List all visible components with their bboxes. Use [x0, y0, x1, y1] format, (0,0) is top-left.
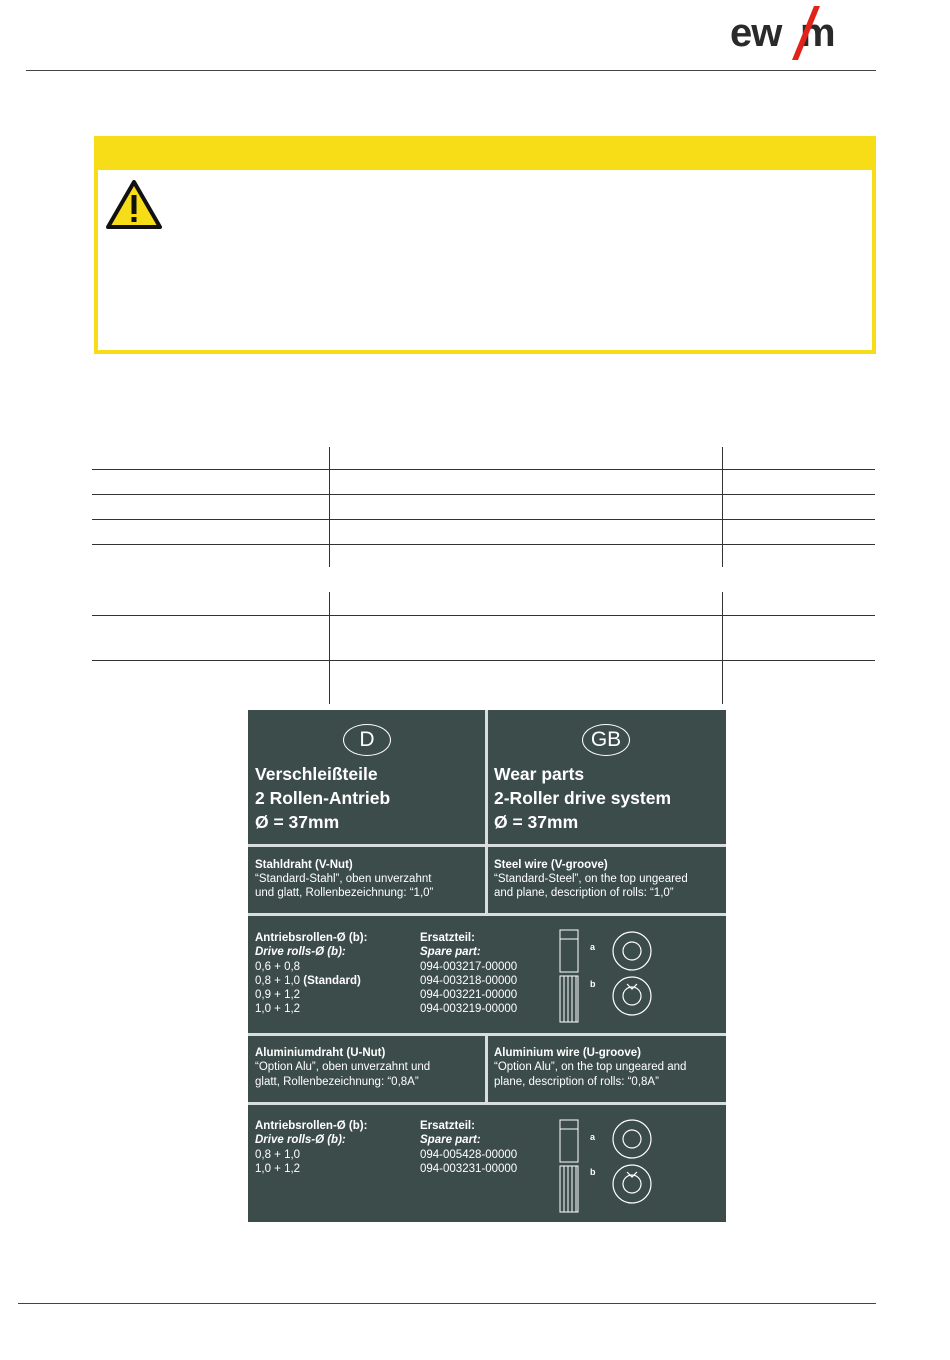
- warning-box: [94, 136, 876, 354]
- svg-text:ew: ew: [730, 11, 782, 55]
- table-column-rule: [722, 592, 723, 704]
- warning-triangle-icon: [106, 180, 164, 230]
- footer-rule: [18, 1303, 876, 1304]
- steel-heading-en: Steel wire (V-groove): [494, 859, 608, 871]
- country-code-de: D: [343, 724, 391, 756]
- diagram-label-b: b: [590, 979, 596, 989]
- steel-desc-de-line2: und glatt, Rollenbezeichnung: “1,0”: [255, 887, 434, 899]
- header-rule: [26, 70, 876, 71]
- table-rule: [92, 494, 875, 495]
- wear-parts-label: [248, 710, 726, 1222]
- table-rule: [92, 544, 875, 545]
- table-rule: [92, 519, 875, 520]
- steel-desc-en-line1: “Standard-Steel”, on the top ungeared: [494, 873, 688, 885]
- label-divider: [248, 1102, 726, 1105]
- warning-bar: [94, 136, 876, 170]
- table-column-rule: [329, 592, 330, 704]
- steel-part-number: 094-003218-00000: [420, 975, 518, 987]
- alu-desc-de-line1: “Option Alu”, oben unverzahnt und: [255, 1061, 431, 1073]
- label-divider: [248, 913, 726, 916]
- steel-heading-de: Stahldraht (V-Nut): [255, 859, 353, 871]
- alu-part-number: 094-005428-00000: [420, 1149, 518, 1161]
- title-en-line3: Ø = 37mm: [494, 812, 579, 832]
- alu-spare-heading-en: Spare part:: [420, 1134, 481, 1146]
- table-column-rule: [722, 447, 723, 567]
- steel-rolls-heading-de: Antriebsrollen-Ø (b):: [255, 932, 368, 944]
- alu-rolls-heading-en: Drive rolls-Ø (b):: [255, 1134, 346, 1146]
- steel-rolls-heading-en: Drive rolls-Ø (b):: [255, 946, 346, 958]
- steel-roll-size: 0,9 + 1,2: [255, 989, 301, 1001]
- steel-desc-de-line1: “Standard-Stahl”, oben unverzahnt: [255, 873, 432, 885]
- alu-roll-size: 0,8 + 1,0: [255, 1149, 301, 1161]
- alu-heading-en: Aluminium wire (U-groove): [494, 1047, 641, 1059]
- steel-spare-heading-de: Ersatzteil:: [420, 932, 475, 944]
- country-code-gb: GB: [582, 724, 630, 756]
- alu-part-number: 094-003231-00000: [420, 1163, 518, 1175]
- alu-rolls-heading-de: Antriebsrollen-Ø (b):: [255, 1120, 368, 1132]
- steel-roll-size: 0,8 + 1,0 (Standard): [255, 975, 361, 987]
- label-divider: [485, 1036, 488, 1102]
- label-divider: [485, 710, 488, 844]
- alu-drive-roll-diagram: [556, 1118, 656, 1214]
- alu-desc-de-line2: glatt, Rollenbezeichnung: “0,8A”: [255, 1076, 419, 1088]
- table-rule: [92, 660, 875, 661]
- title-de-line2: 2 Rollen-Antrieb: [255, 788, 391, 808]
- alu-roll-size: 1,0 + 1,2: [255, 1163, 301, 1175]
- diagram-label-a: a: [590, 1132, 596, 1142]
- svg-text:m: m: [800, 11, 836, 55]
- diagram-label-b: b: [590, 1167, 596, 1177]
- alu-desc-en-line1: “Option Alu”, on the top ungeared and: [494, 1061, 687, 1073]
- title-de-line3: Ø = 37mm: [255, 812, 340, 832]
- label-divider: [485, 847, 488, 913]
- diagram-label-a: a: [590, 942, 596, 952]
- title-en-line2: 2-Roller drive system: [494, 788, 672, 808]
- alu-spare-heading-de: Ersatzteil:: [420, 1120, 475, 1132]
- table-column-rule: [329, 447, 330, 567]
- drive-roll-diagram: [556, 928, 656, 1024]
- steel-roll-size: 0,6 + 0,8: [255, 961, 301, 973]
- ewm-logo: [728, 2, 860, 62]
- steel-part-number: 094-003221-00000: [420, 989, 518, 1001]
- steel-spare-heading-en: Spare part:: [420, 946, 481, 958]
- steel-part-number: 094-003217-00000: [420, 961, 518, 973]
- alu-desc-en-line2: plane, description of rolls: “0,8A”: [494, 1076, 659, 1088]
- title-de-line1: Verschleißteile: [255, 764, 378, 784]
- steel-desc-en-line2: and plane, description of rolls: “1,0”: [494, 887, 674, 899]
- steel-part-number: 094-003219-00000: [420, 1003, 518, 1015]
- alu-heading-de: Aluminiumdraht (U-Nut): [255, 1047, 386, 1059]
- table-rule: [92, 469, 875, 470]
- table-rule: [92, 615, 875, 616]
- steel-roll-size: 1,0 + 1,2: [255, 1003, 301, 1015]
- title-en-line1: Wear parts: [494, 764, 585, 784]
